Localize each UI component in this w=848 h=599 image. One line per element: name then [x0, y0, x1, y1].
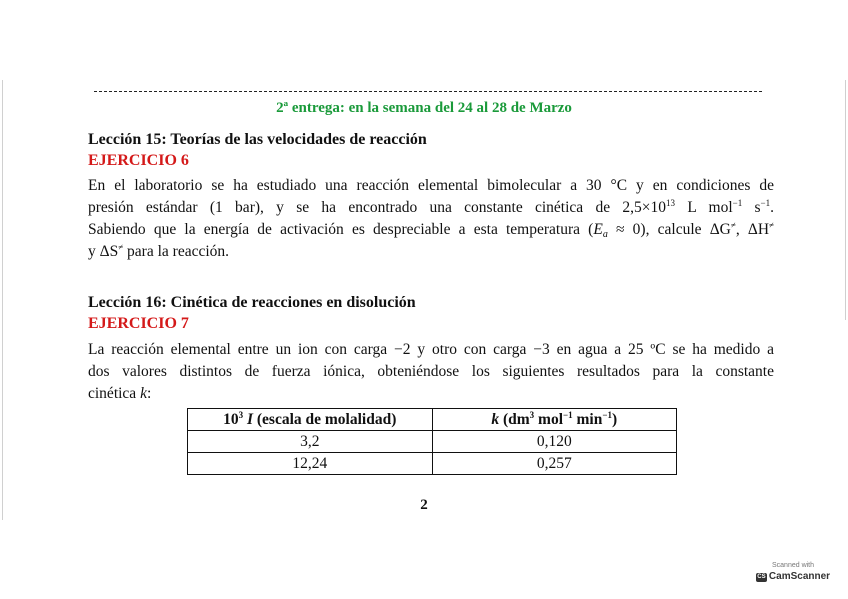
exercise-7-label: EJERCICIO 7	[88, 315, 189, 332]
kinetics-data-table	[187, 408, 677, 475]
page-number: 2	[420, 497, 428, 513]
statement-line: La reacción elemental entre un ion con carga −2 y otro con carga −3 en agua a 25 ºC se ha medido a	[88, 341, 774, 358]
statement-line: cinética k:	[88, 385, 152, 402]
column-header-rate-constant: k ($dm^3$ mol$^{-1}$ $\min^{-1}$)	[432, 409, 677, 431]
page-edge-left	[2, 80, 3, 520]
camscanner-watermark	[754, 561, 832, 587]
entrega-heading: 2ª entrega: en la semana del 24 al 28 de Marzo	[276, 100, 572, 116]
lesson-15-title: Lección 15: Teorías de las velocidades de reacción	[88, 131, 427, 148]
statement-line: En el laboratorio se ha estudiado una reacción elemental bimolecular a 30 °C y en condiciones de	[88, 177, 774, 194]
cell-rate-constant: 0,120	[432, 431, 677, 453]
cell-ionic-strength: 12,24	[188, 453, 433, 475]
lesson-16-title: Lección 16: Cinética de reacciones en disolución	[88, 294, 416, 311]
camscanner-logo-icon: CS	[757, 573, 766, 580]
table-row	[188, 431, 677, 453]
statement-line: Sabiendo que la energía de activación es despreciable a esta temperatura $(E_a \approx 0)$, calcule ΔG≠, ΔH≠	[88, 220, 774, 240]
exercise-6-label: EJERCICIO 6	[88, 152, 189, 169]
table-row	[188, 453, 677, 475]
column-header-ionic-strength: $10^3$ I (escala de molalidad)	[188, 409, 433, 431]
exercise-7-statement	[88, 339, 774, 405]
statement-line: presión estándar (1 bar), y se ha encontrado una constante cinética de $2,5\times 10^{13}$ L mol$^{-1}$ $s^{-1}$.	[88, 198, 774, 216]
cell-rate-constant: 0,257	[432, 453, 677, 475]
watermark-brand: CamScanner	[768, 571, 831, 582]
statement-line: dos valores distintos de fuerza iónica, obteniéndose los siguientes resultados para la constante	[88, 363, 774, 380]
cell-ionic-strength: 3,2	[188, 431, 433, 453]
dashed-separator	[94, 91, 762, 92]
table-header-row	[188, 409, 677, 431]
exercise-6-statement	[88, 175, 774, 263]
watermark-line1: Scanned with	[771, 562, 815, 569]
statement-line: y ΔS≠ para la reacción.	[88, 242, 230, 260]
